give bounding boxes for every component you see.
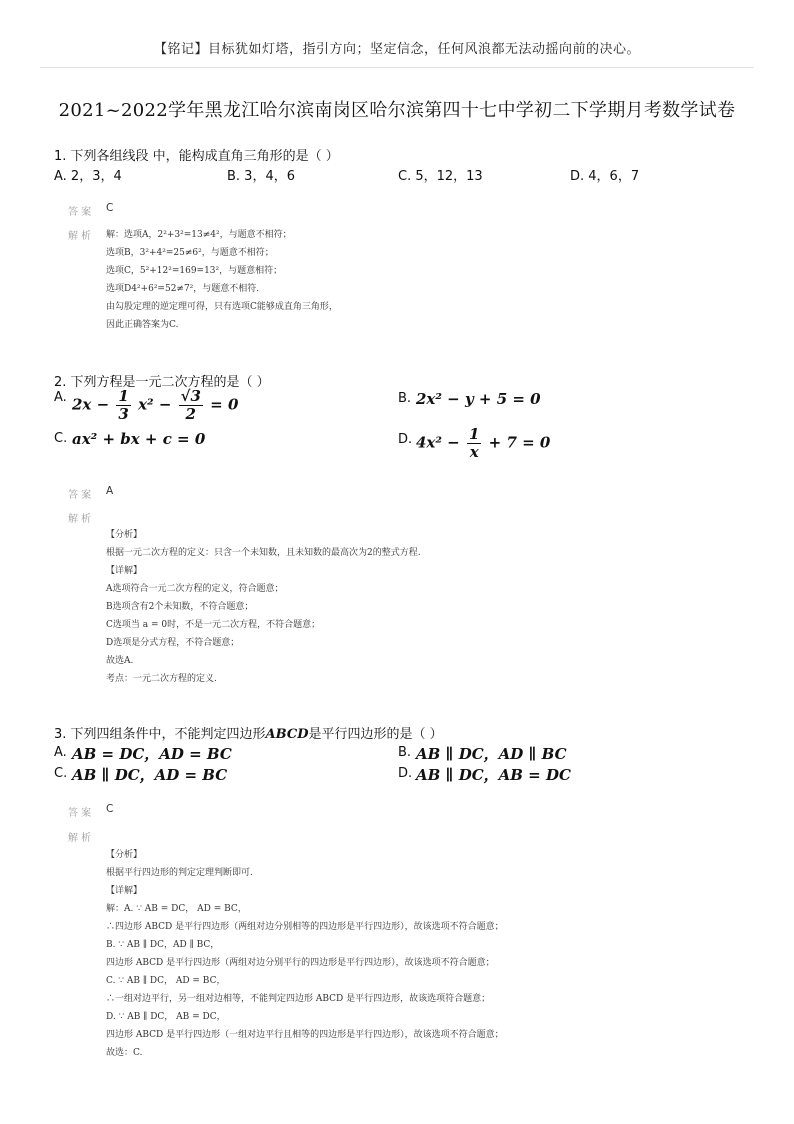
q3-option-d-letter: D. xyxy=(398,766,413,781)
question-2-stem: 2. 下列方程是一元二次方程的是（ ） xyxy=(54,375,270,390)
q2-option-d-letter: D. xyxy=(398,432,413,447)
q2-d-term2: + 7 = 0 xyxy=(488,433,551,452)
q2-a-fraction-1 xyxy=(116,388,130,423)
q3-analysis-label: 解 析 xyxy=(68,833,92,844)
q2-a-frac1-den: 3 xyxy=(118,405,129,423)
q2-option-a-letter: A. xyxy=(54,390,67,405)
q3-solution-line: 解：A. ∵ AB = DC， AD = BC， xyxy=(106,904,247,914)
q1-option-c: C. 5，12，13 xyxy=(398,169,483,184)
q2-d-fraction xyxy=(467,426,481,461)
q1-solution-line: 因此正确答案为C. xyxy=(106,320,179,330)
q3-solution-line: C. ∵ AB ∥ DC， AD = BC， xyxy=(106,976,226,986)
q1-answer-label: 答 案 xyxy=(68,207,92,218)
q1-answer-value: C xyxy=(106,202,114,214)
q1-option-a: A. 2，3，4 xyxy=(54,169,122,184)
q2-solution-line: 考点：一元二次方程的定义. xyxy=(106,674,217,684)
q1-solution-line: 由勾股定理的逆定理可得，只有选项C能够成直角三角形， xyxy=(106,302,338,312)
q2-solution-line: B选项含有2个未知数，不符合题意； xyxy=(106,602,254,612)
q3-solution-line: 四边形 ABCD 是平行四边形（两组对边分别平行的四边形是平行四边形），故该选项不符合题意； xyxy=(106,958,495,968)
q2-solution-line: A选项符合一元二次方程的定义，符合题意； xyxy=(106,584,284,594)
q3-solution-line: 【分析】 xyxy=(106,850,143,860)
q1-solution-line: 选项D4²+6²=52≠7²，与题意不相符． xyxy=(106,284,266,294)
q3-option-a-formula: AB = DC，AD = BC xyxy=(72,745,232,763)
q3-option-c-formula: AB ∥ DC，AD = BC xyxy=(72,766,228,784)
question-3-stem xyxy=(54,723,443,742)
q1-analysis-label: 解 析 xyxy=(68,231,92,242)
exam-title: 2021~2022学年黑龙江哈尔滨南岗区哈尔滨第四十七中学初二下学期月考数学试卷 xyxy=(58,100,736,121)
motto-banner: 【铭记】目标犹如灯塔，指引方向；坚定信念，任何风浪都无法动摇向前的决心。 xyxy=(153,42,640,57)
q2-answer-label: 答 案 xyxy=(68,490,92,501)
q2-a-fraction-2 xyxy=(179,388,203,423)
q2-a-term1: 2x − xyxy=(72,395,110,414)
q3-option-a-letter: A. xyxy=(54,745,67,760)
q2-solution-line: D选项是分式方程，不符合题意； xyxy=(106,638,240,648)
q3-solution-line: D. ∵ AB ∥ DC， AB = DC， xyxy=(106,1012,226,1022)
q2-a-term3: = 0 xyxy=(210,395,239,414)
q3-option-b-formula: AB ∥ DC，AD ∥ BC xyxy=(416,745,567,763)
q3-option-c-letter: C. xyxy=(54,766,68,781)
q2-option-d-formula xyxy=(416,426,550,461)
q1-option-d: D. 4，6，7 xyxy=(570,169,640,184)
q2-option-a-formula xyxy=(72,388,238,423)
q2-solution-line: 【分析】 xyxy=(106,530,143,540)
q2-option-c-formula: ax² + bx + c = 0 xyxy=(72,430,206,448)
q2-d-term1: 4x² − xyxy=(416,433,460,452)
q2-d-frac-den: x xyxy=(469,443,479,461)
q3-stem-math: ABCD xyxy=(265,727,309,742)
q2-a-frac2-den: 2 xyxy=(185,405,196,423)
q3-stem-text-2: 是平行四边形的是（ ） xyxy=(308,727,443,742)
header-divider xyxy=(40,67,754,68)
q2-a-frac1-num: 1 xyxy=(118,387,129,405)
q3-answer-value: C xyxy=(106,803,114,815)
q3-answer-label: 答 案 xyxy=(68,808,92,819)
q2-solution-line: 【详解】 xyxy=(106,566,143,576)
q3-solution-line: B. ∵ AB ∥ DC，AD ∥ BC， xyxy=(106,940,220,950)
q2-solution-line: 根据一元二次方程的定义：只含一个未知数，且未知数的最高次为2的整式方程. xyxy=(106,548,421,558)
q3-option-b-letter: B. xyxy=(398,745,412,760)
q2-option-b-formula: 2x² − y + 5 = 0 xyxy=(416,390,541,408)
q2-d-frac-num: 1 xyxy=(468,425,480,443)
q3-option-d-formula: AB ∥ DC，AB = DC xyxy=(416,766,571,784)
q2-a-term2: x² − xyxy=(138,395,172,414)
q1-solution-line: 选项C，5²+12²=169=13²，与题意相符； xyxy=(106,266,283,276)
q2-solution-line: 故选A. xyxy=(106,656,134,666)
q3-stem-text-1: 3. 下列四组条件中，不能判定四边形 xyxy=(54,727,266,742)
q3-solution-line: ∴一组对边平行，另一组对边相等，不能判定四边形 ABCD 是平行四边形，故该选项符合题意； xyxy=(106,994,491,1004)
question-1-stem: 1. 下列各组线段 中，能构成直角三角形的是（ ） xyxy=(54,149,339,164)
q2-answer-value: A xyxy=(106,485,114,497)
q2-option-b-letter: B. xyxy=(398,391,412,406)
q3-solution-line: 四边形 ABCD 是平行四边形（一组对边平行且相等的四边形是平行四边形），故该选项不符合题意； xyxy=(106,1030,504,1040)
q3-solution-line: 根据平行四边形的判定定理判断即可. xyxy=(106,868,253,878)
q2-solution-line: C选项当 a = 0时，不是一元二次方程，不符合题意； xyxy=(106,620,321,630)
q3-solution-line: ∴四边形 ABCD 是平行四边形（两组对边分别相等的四边形是平行四边形），故该选项不符合题意； xyxy=(106,922,504,932)
q1-solution-line: 解：选项A，2²+3²=13≠4²，与题意不相符； xyxy=(106,230,292,240)
q3-solution-line: 【详解】 xyxy=(106,886,143,896)
q2-a-frac2-num: √3 xyxy=(180,387,201,405)
q3-solution-line: 故选：C. xyxy=(106,1048,143,1058)
q2-analysis-label: 解 析 xyxy=(68,514,92,525)
q2-option-c-letter: C. xyxy=(54,431,68,446)
q1-solution-line: 选项B，3²+4²=25≠6²，与题意不相符； xyxy=(106,248,274,258)
q1-option-b: B. 3，4，6 xyxy=(227,169,295,184)
